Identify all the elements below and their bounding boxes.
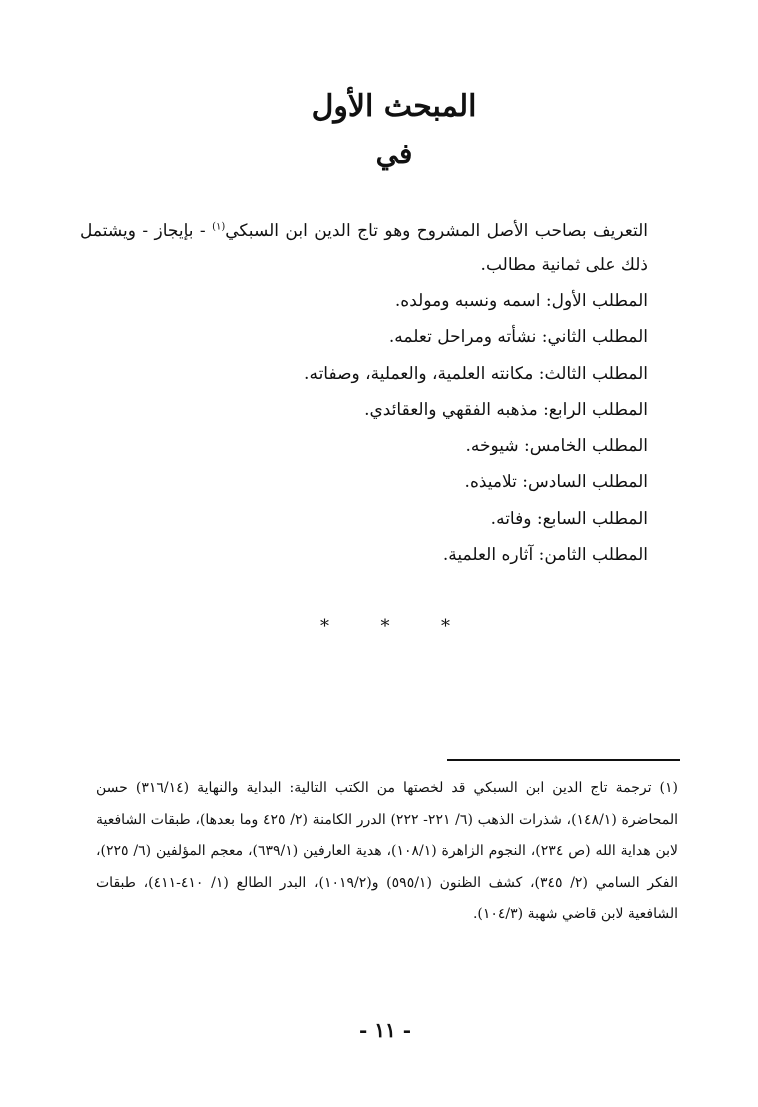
chapter-subtitle: في [375,137,413,170]
section-item: المطلب الخامس: شيوخه. [465,436,648,457]
sections-list [80,283,648,573]
intro-text: التعريف بصاحب الأصل المشروح وهو تاج الدين ابن السبكي [225,221,648,241]
footnote-reference[interactable]: (١) [212,221,226,233]
intro-paragraph [80,214,648,282]
footnote-divider [447,759,680,761]
section-item: المطلب الثالث: مكانته العلمية، والعملية، وصفاته. [304,363,648,384]
section-item: المطلب الثامن: آثاره العلمية. [442,545,648,566]
footnote: (١) ترجمة تاج الدين ابن السبكي قد لخصتها من الكتب التالية: البداية والنهاية (٣١٦/١٤) حسن المحاضرة (١٤٨/١)، شذرات الذهب (٦/ ٢٢١- ٢٢٢) الدرر الكامنة (٢/ ٤٢٥ وما بعدها)، طبقات الشافعية لابن هداية الله (ص ٢٣٤)، النجوم الزاهرة (١٠٨/١)، هدية العارفين (٦٣٩/١)، معجم المؤلفين (٦/ ٢٢٥)، الفكر السامي (٢/ ٣٤٥)، كشف الظنون (٥٩٥/١) و(١٠١٩/٢)، البدر الطالع (١/ ٤١٠-٤١١)، طبقات الشافعية لابن قاضي شهبة (١٠٤/٣). [96,780,679,922]
chapter-title: المبحث الأول [311,89,477,124]
intro-text-continued: - بإيجاز - ويشتمل ذلك على ثمانية مطالب. [80,221,648,275]
section-item: المطلب السادس: تلاميذه. [464,472,648,493]
section-item: المطلب الثاني: نشأته ومراحل تعلمه. [388,327,648,348]
section-item: المطلب الرابع: مذهبه الفقهي والعقائدي. [364,399,648,420]
section-separator [320,616,450,637]
section-item: المطلب الأول: اسمه ونسبه ومولده. [394,291,648,311]
section-item: المطلب السابع: وفاته. [490,508,648,529]
star-icon: * [380,616,390,637]
star-icon: * [320,616,329,637]
page-number: - ١١ - [358,1018,411,1042]
star-icon: * [441,616,450,637]
